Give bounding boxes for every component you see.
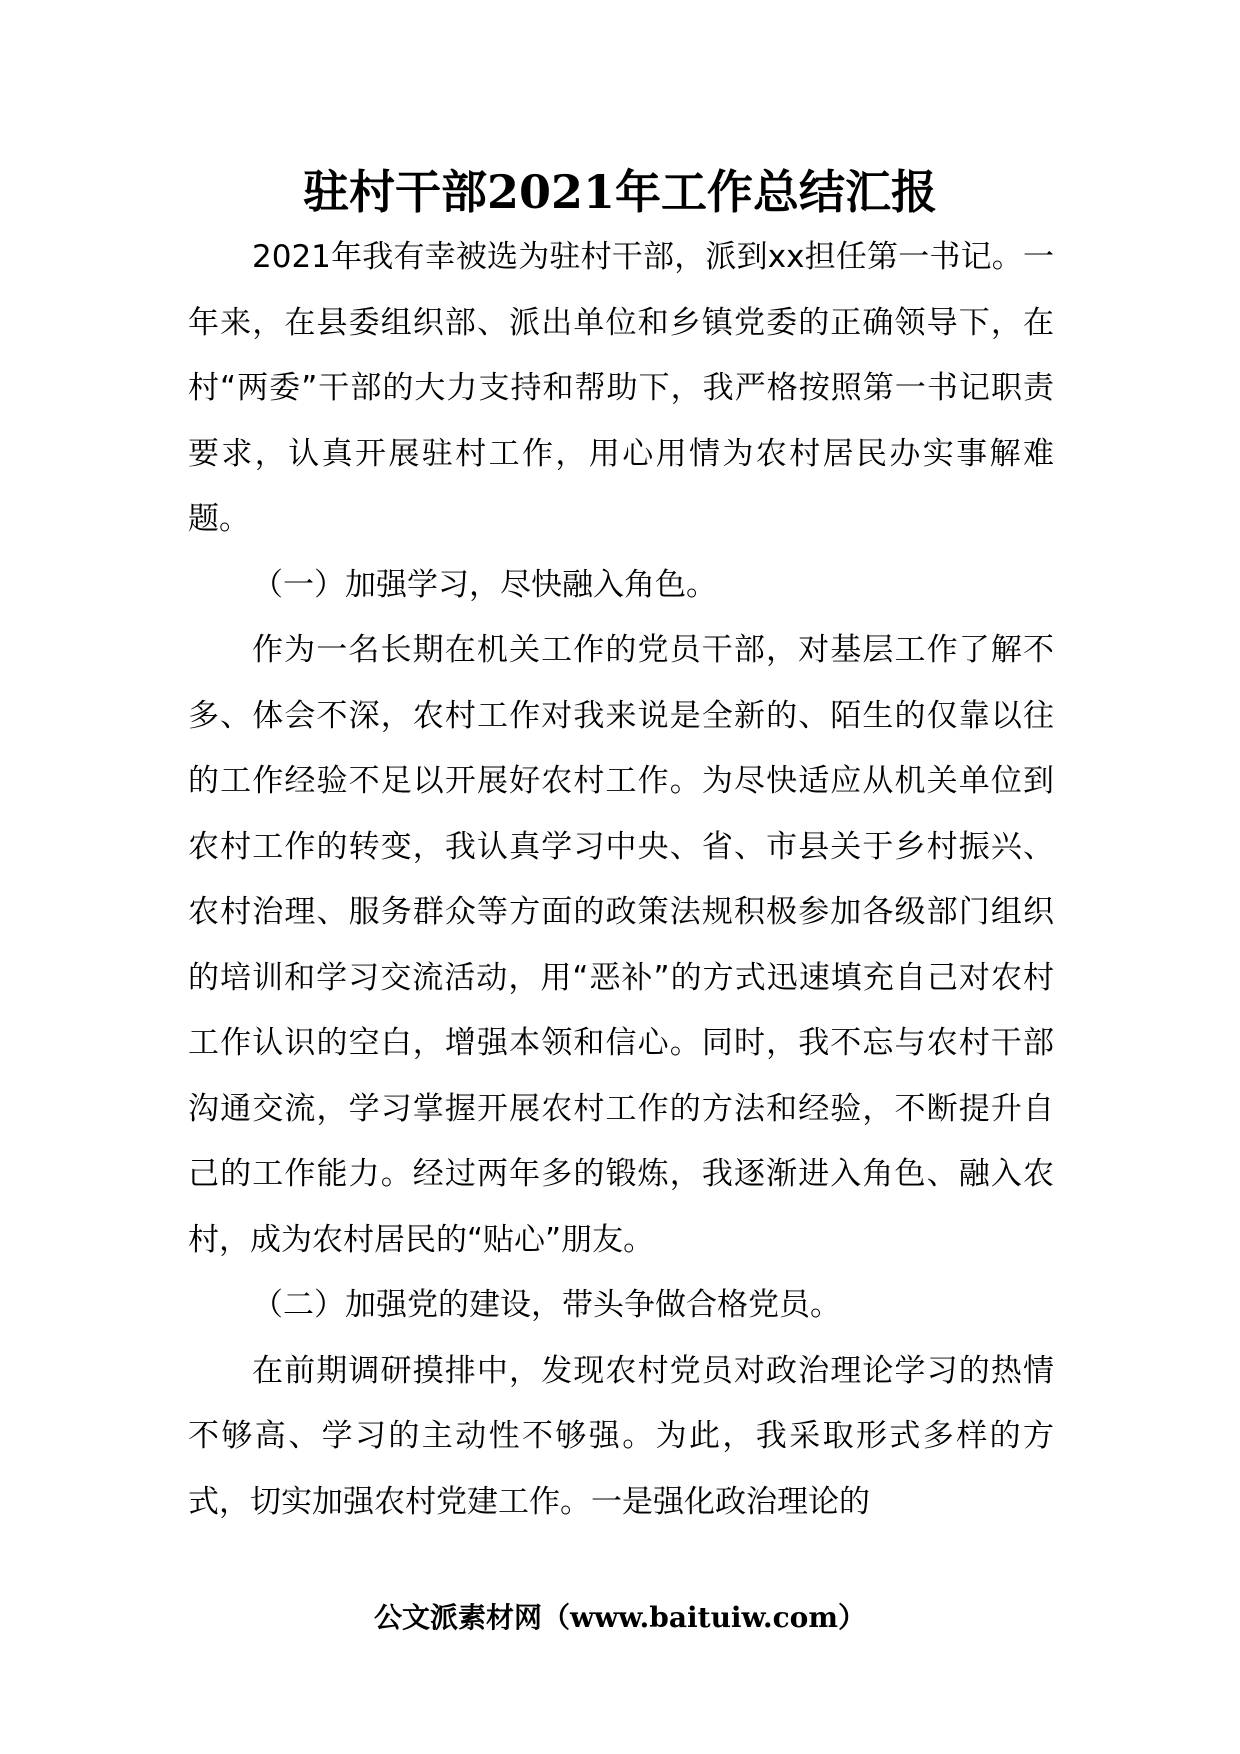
paragraph-intro: 2021年我有幸被选为驻村干部，派到xx担任第一书记。一年来，在县委组织部、派出单位和乡镇党委的正确领导下，在村“两委”干部的大力支持和帮助下，我严格按照第一书记职责要求，认真开展驻村工作，用心用情为农村居民办实事解难题。 — [188, 239, 1054, 537]
footer-watermark: 公文派素材网（www.baituiw.com） — [374, 1601, 866, 1634]
document-title: 驻村干部2021年工作总结汇报 — [302, 165, 938, 219]
paragraph-learning: 作为一名长期在机关工作的党员干部，对基层工作了解不多、体会不深，农村工作对我来说是全新的、陌生的仅靠以往的工作经验不足以开展好农村工作。为尽快适应从机关单位到农村工作的转变，我认真学习中央、省、市县关于乡村振兴、农村治理、服务群众等方面的政策法规积极参加各级部门组织的培训和学习交流活动，用“恶补”的方式迅速填充自己对农村工作认识的空白，增强本领和信心。同时，我不忘与农村干部沟通交流，学习掌握开展农村工作的方法和经验，不断提升自己的工作能力。经过两年多的锻炼，我逐渐进入角色、融入农村，成为农村居民的“贴心”朋友。 — [188, 632, 1054, 1258]
section-heading-1: （一）加强学习，尽快融入角色。 — [252, 566, 717, 603]
section-heading-2: （二）加强党的建设，带头争做合格党员。 — [252, 1287, 841, 1323]
document-body — [188, 225, 1054, 1535]
paragraph-party-building: 在前期调研摸排中，发现农村党员对政治理论学习的热情不够高、学习的主动性不够强。为此，我采取形式多样的方式，切实加强农村党建工作。一是强化政治理论的 — [188, 1352, 1054, 1520]
